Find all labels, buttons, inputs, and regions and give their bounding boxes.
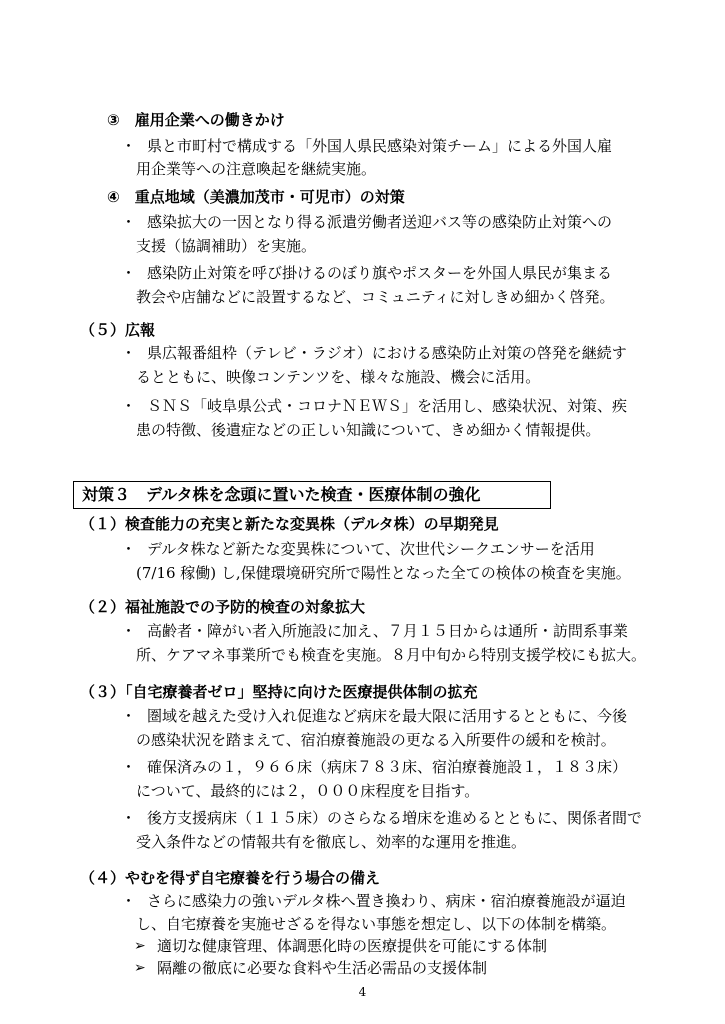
- p5-b1-line2: るとともに、映像コンテンツを、様々な施設、機会に活用。: [136, 368, 541, 386]
- p5-b1-line1: 県広報番組枠（テレビ・ラジオ）における感染防止対策の啓発を継続す: [147, 344, 627, 362]
- m4-arrow-item-1: 適切な健康管理、体調悪化時の医療提供を可能にする体制: [157, 937, 548, 955]
- bullet-icon: ・: [121, 264, 137, 282]
- m3-b3-line1: 後方支援病床（１１５床）のさらなる増床を進めるとともに、関係者間で: [147, 809, 643, 827]
- m3-b1-line1: 圏域を越えた受け入れ促進など病床を最大限に活用するとともに、今後: [147, 707, 628, 725]
- s3-b1-line2: 用企業等への注意喚起を継続実施。: [136, 160, 377, 178]
- publicity-heading: （５）広報: [80, 321, 156, 339]
- m4-heading: （４）やむを得ず自宅療養を行う場合の備え: [80, 869, 381, 887]
- section-3-heading: ③ 雇用企業への働きかけ: [107, 111, 285, 129]
- measure-3-title: 対策３ デルタ株を念頭に置いた検査・医療体制の強化: [82, 485, 481, 504]
- m3-b3-line2: 受入条件などの情報共有を徹底し、効率的な運用を推進。: [136, 833, 527, 851]
- bullet-icon: ・: [121, 622, 137, 640]
- m3-b1-line2: の感染状況を踏まえて、宿泊療養施設の更なる入所要件の緩和を検討。: [136, 731, 616, 749]
- m4-b1-line1: さらに感染力の強いデルタ株へ置き換わり、病床・宿泊療養施設が逼迫: [147, 892, 626, 910]
- bullet-icon: ・: [121, 213, 137, 231]
- bullet-icon: ・: [121, 137, 137, 155]
- bullet-icon: ・: [121, 707, 137, 725]
- s4-b2-line1: 感染防止対策を呼び掛けるのぼり旗やポスターを外国人県民が集まる: [147, 264, 613, 282]
- p5-b2-line1: ＳＮＳ「岐阜県公式・コロナＮＥＷＳ」を活用し、感染状況、対策、疾: [147, 397, 628, 415]
- s4-b2-line2: 教会や店舗などに設置するなど、コミュニティに対しきめ細かく啓発。: [136, 288, 615, 306]
- bullet-icon: ・: [121, 540, 137, 558]
- p5-b2-line2: 患の特徴、後遺症などの正しい知識について、きめ細かく情報提供。: [136, 421, 601, 439]
- bullet-icon: ・: [121, 758, 137, 776]
- m3-b2-line2: について、最終的には２，０００床程度を目指す。: [136, 782, 480, 800]
- m1-heading: （１）検査能力の充実と新たな変異株（デルタ株）の早期発見: [80, 515, 499, 533]
- arrow-bullet-icon: ➢: [134, 938, 146, 954]
- m4-b1-line2: し、自宅療養を実施せざるを得ない事態を想定し、以下の体制を構築。: [136, 915, 617, 933]
- bullet-icon: ・: [121, 892, 137, 910]
- section-4-heading: ④ 重点地域（美濃加茂市・可児市）の対策: [107, 188, 405, 206]
- s4-b1-line1: 感染拡大の一因となり得る派遣労働者送迎バス等の感染防止対策への: [147, 213, 613, 231]
- m1-b1-line2: (7/16 稼働) し,保健環境研究所で陽性となった全ての検体の検査を実施。: [136, 564, 631, 582]
- arrow-bullet-icon: ➢: [134, 960, 146, 976]
- m4-arrow-item-2: 隔離の徹底に必要な食料や生活必需品の支援体制: [157, 959, 488, 977]
- page-number: 4: [358, 985, 367, 999]
- s3-b1-line1: 県と市町村で構成する「外国人県民感染対策チーム」による外国人雇: [147, 137, 613, 155]
- m1-b1-line1: デルタ株など新たな変異株について、次世代シークエンサーを活用: [147, 540, 595, 558]
- s4-b1-line2: 支援（協調補助）を実施。: [136, 237, 317, 255]
- bullet-icon: ・: [121, 809, 137, 827]
- bullet-icon: ・: [121, 344, 137, 362]
- bullet-icon: ・: [121, 397, 137, 415]
- m3-b2-line1: 確保済みの１，９６６床（病床７８３床、宿泊療養施設１，１８３床）: [147, 758, 628, 776]
- m2-heading: （２）福祉施設での予防的検査の対象拡大: [80, 598, 366, 616]
- m3-heading: （３）「自宅療養者ゼロ」堅持に向けた医療提供体制の拡充: [80, 683, 478, 701]
- m2-b1-line2: 所、ケアマネ事業所でも検査を実施。８月中旬から特別支援学校にも拡大。: [136, 646, 647, 664]
- measure-3-title-box: [73, 481, 551, 509]
- m2-b1-line1: 高齢者・障がい者入所施設に加え、７月１５日からは通所・訪問系事業: [147, 622, 628, 640]
